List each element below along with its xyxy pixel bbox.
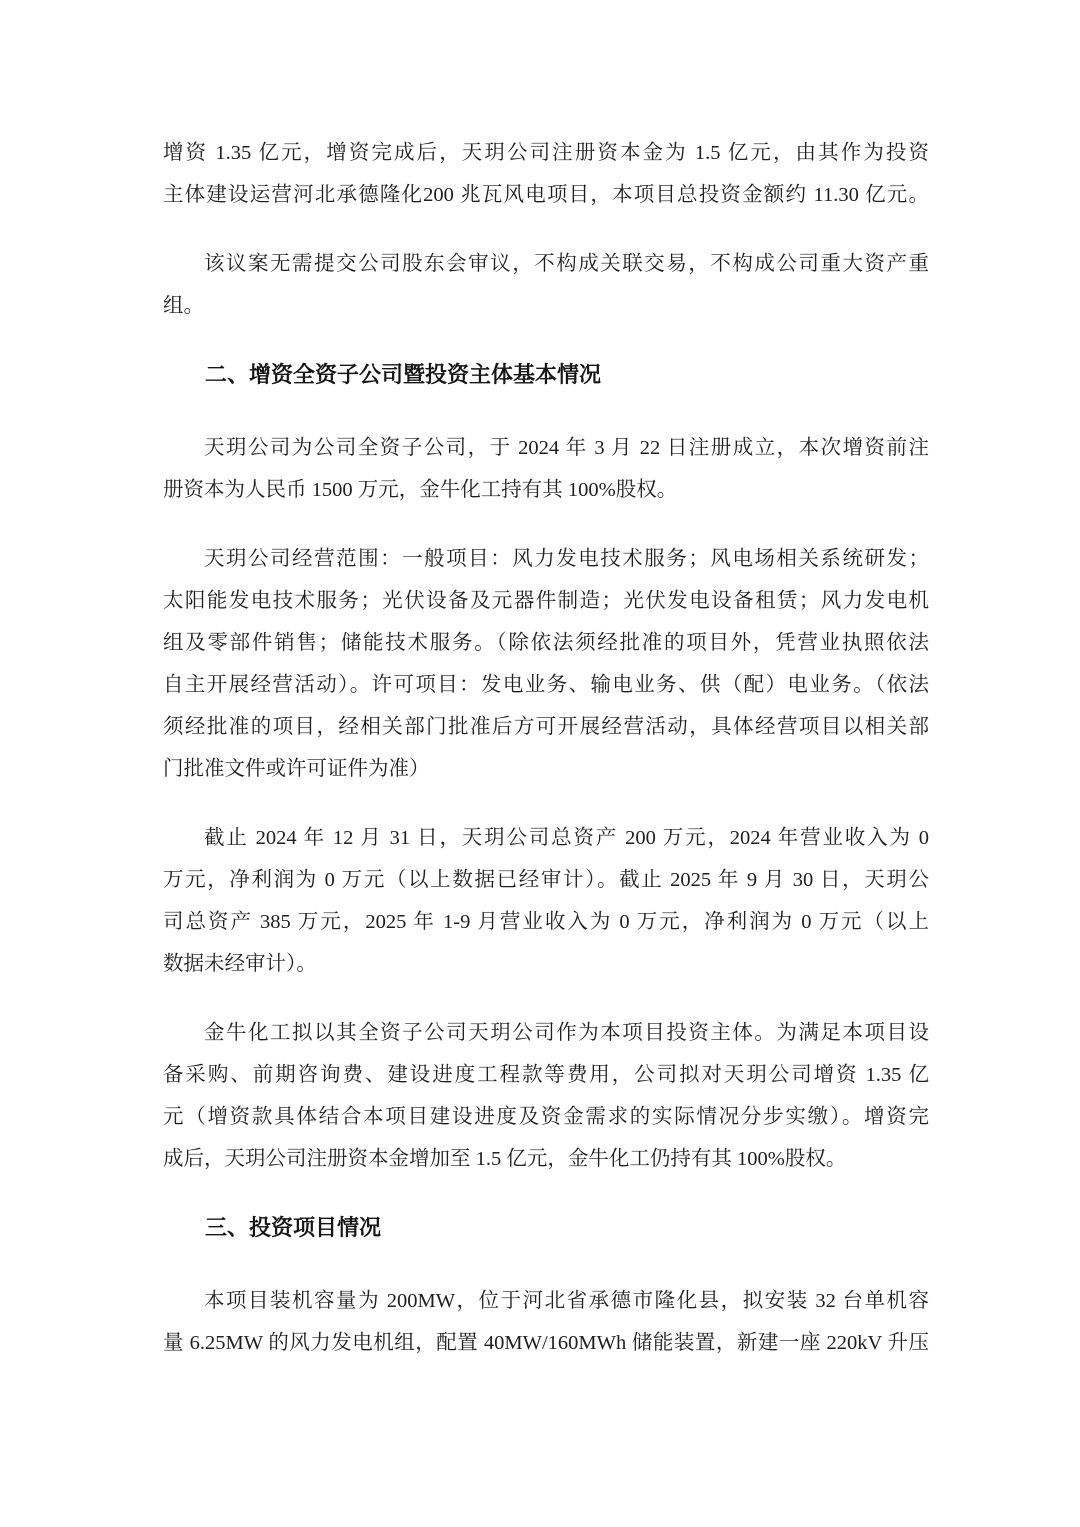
paragraph-line: 天玥公司为公司全资子公司，于 2024 年 3 月 22 日注册成立，本次增资前注 <box>204 437 929 459</box>
paragraph-line: 增资 1.35 亿元，增资完成后，天玥公司注册资本金为 1.5 亿元，由其作为投资 <box>163 142 929 164</box>
paragraph-line: 该议案无需提交公司股东会审议，不构成关联交易，不构成公司重大资产重 <box>204 253 929 275</box>
paragraph-line: 量 6.25MW 的风力发电机组，配置 40MW/160MWh 储能装置，新建一座 220kV 升压 <box>163 1332 929 1354</box>
paragraph <box>163 243 929 327</box>
paragraph-line: 元（增资款具体结合本项目建设进度及资金需求的实际情况分步实缴）。增资完 <box>163 1106 929 1128</box>
paragraph-line: 须经批准的项目，经相关部门批准后方可开展经营活动，具体经营项目以相关部 <box>163 716 929 738</box>
document-body <box>163 132 929 1391</box>
paragraph-line: 万元，净利润为 0 万元（以上数据已经审计）。截止 2025 年 9 月 30 日，天玥公 <box>163 869 929 891</box>
paragraph <box>163 817 929 985</box>
paragraph-line: 数据未经审计）。 <box>163 953 317 975</box>
paragraph-line: 成后，天玥公司注册资本金增加至 1.5 亿元，金牛化工仍持有其 100%股权。 <box>163 1148 847 1170</box>
paragraph <box>163 132 929 216</box>
paragraph-line: 本项目装机容量为 200MW，位于河北省承德市隆化县，拟安装 32 台单机容 <box>204 1290 929 1312</box>
paragraph-line: 主体建设运营河北承德隆化200 兆瓦风电项目，本项目总投资金额约 11.30 亿元。 <box>163 184 929 206</box>
paragraph <box>163 427 929 511</box>
section-heading: 二、增资全资子公司暨投资主体基本情况 <box>205 362 602 387</box>
paragraph <box>163 1012 929 1180</box>
paragraph <box>163 538 929 790</box>
paragraph-line: 册资本为人民币 1500 万元，金牛化工持有其 100%股权。 <box>163 479 678 501</box>
paragraph-line: 组及零部件销售；储能技术服务。（除依法须经批准的项目外，凭营业执照依法 <box>163 632 929 654</box>
paragraph-line: 金牛化工拟以其全资子公司天玥公司作为本项目投资主体。为满足本项目设 <box>204 1022 929 1044</box>
paragraph-line: 司总资产 385 万元，2025 年 1-9 月营业收入为 0 万元，净利润为 0 万元（以上 <box>163 911 929 933</box>
paragraph-line: 天玥公司经营范围：一般项目：风力发电技术服务；风电场相关系统研发； <box>204 548 929 570</box>
paragraph <box>163 1280 929 1364</box>
paragraph-line: 备采购、前期咨询费、建设进度工程款等费用，公司拟对天玥公司增资 1.35 亿 <box>163 1064 929 1086</box>
paragraph-line: 太阳能发电技术服务；光伏设备及元器件制造；光伏发电设备租赁；风力发电机 <box>163 590 929 612</box>
paragraph-line: 自主开展经营活动）。许可项目：发电业务、输电业务、供（配）电业务。（依法 <box>163 674 929 696</box>
paragraph-line: 组。 <box>163 295 204 317</box>
paragraph-line: 门批准文件或许可证件为准） <box>163 758 430 780</box>
paragraph-line: 截止 2024 年 12 月 31 日，天玥公司总资产 200 万元，2024 年营业收入为 0 <box>204 827 929 849</box>
section-heading: 三、投资项目情况 <box>205 1215 382 1240</box>
